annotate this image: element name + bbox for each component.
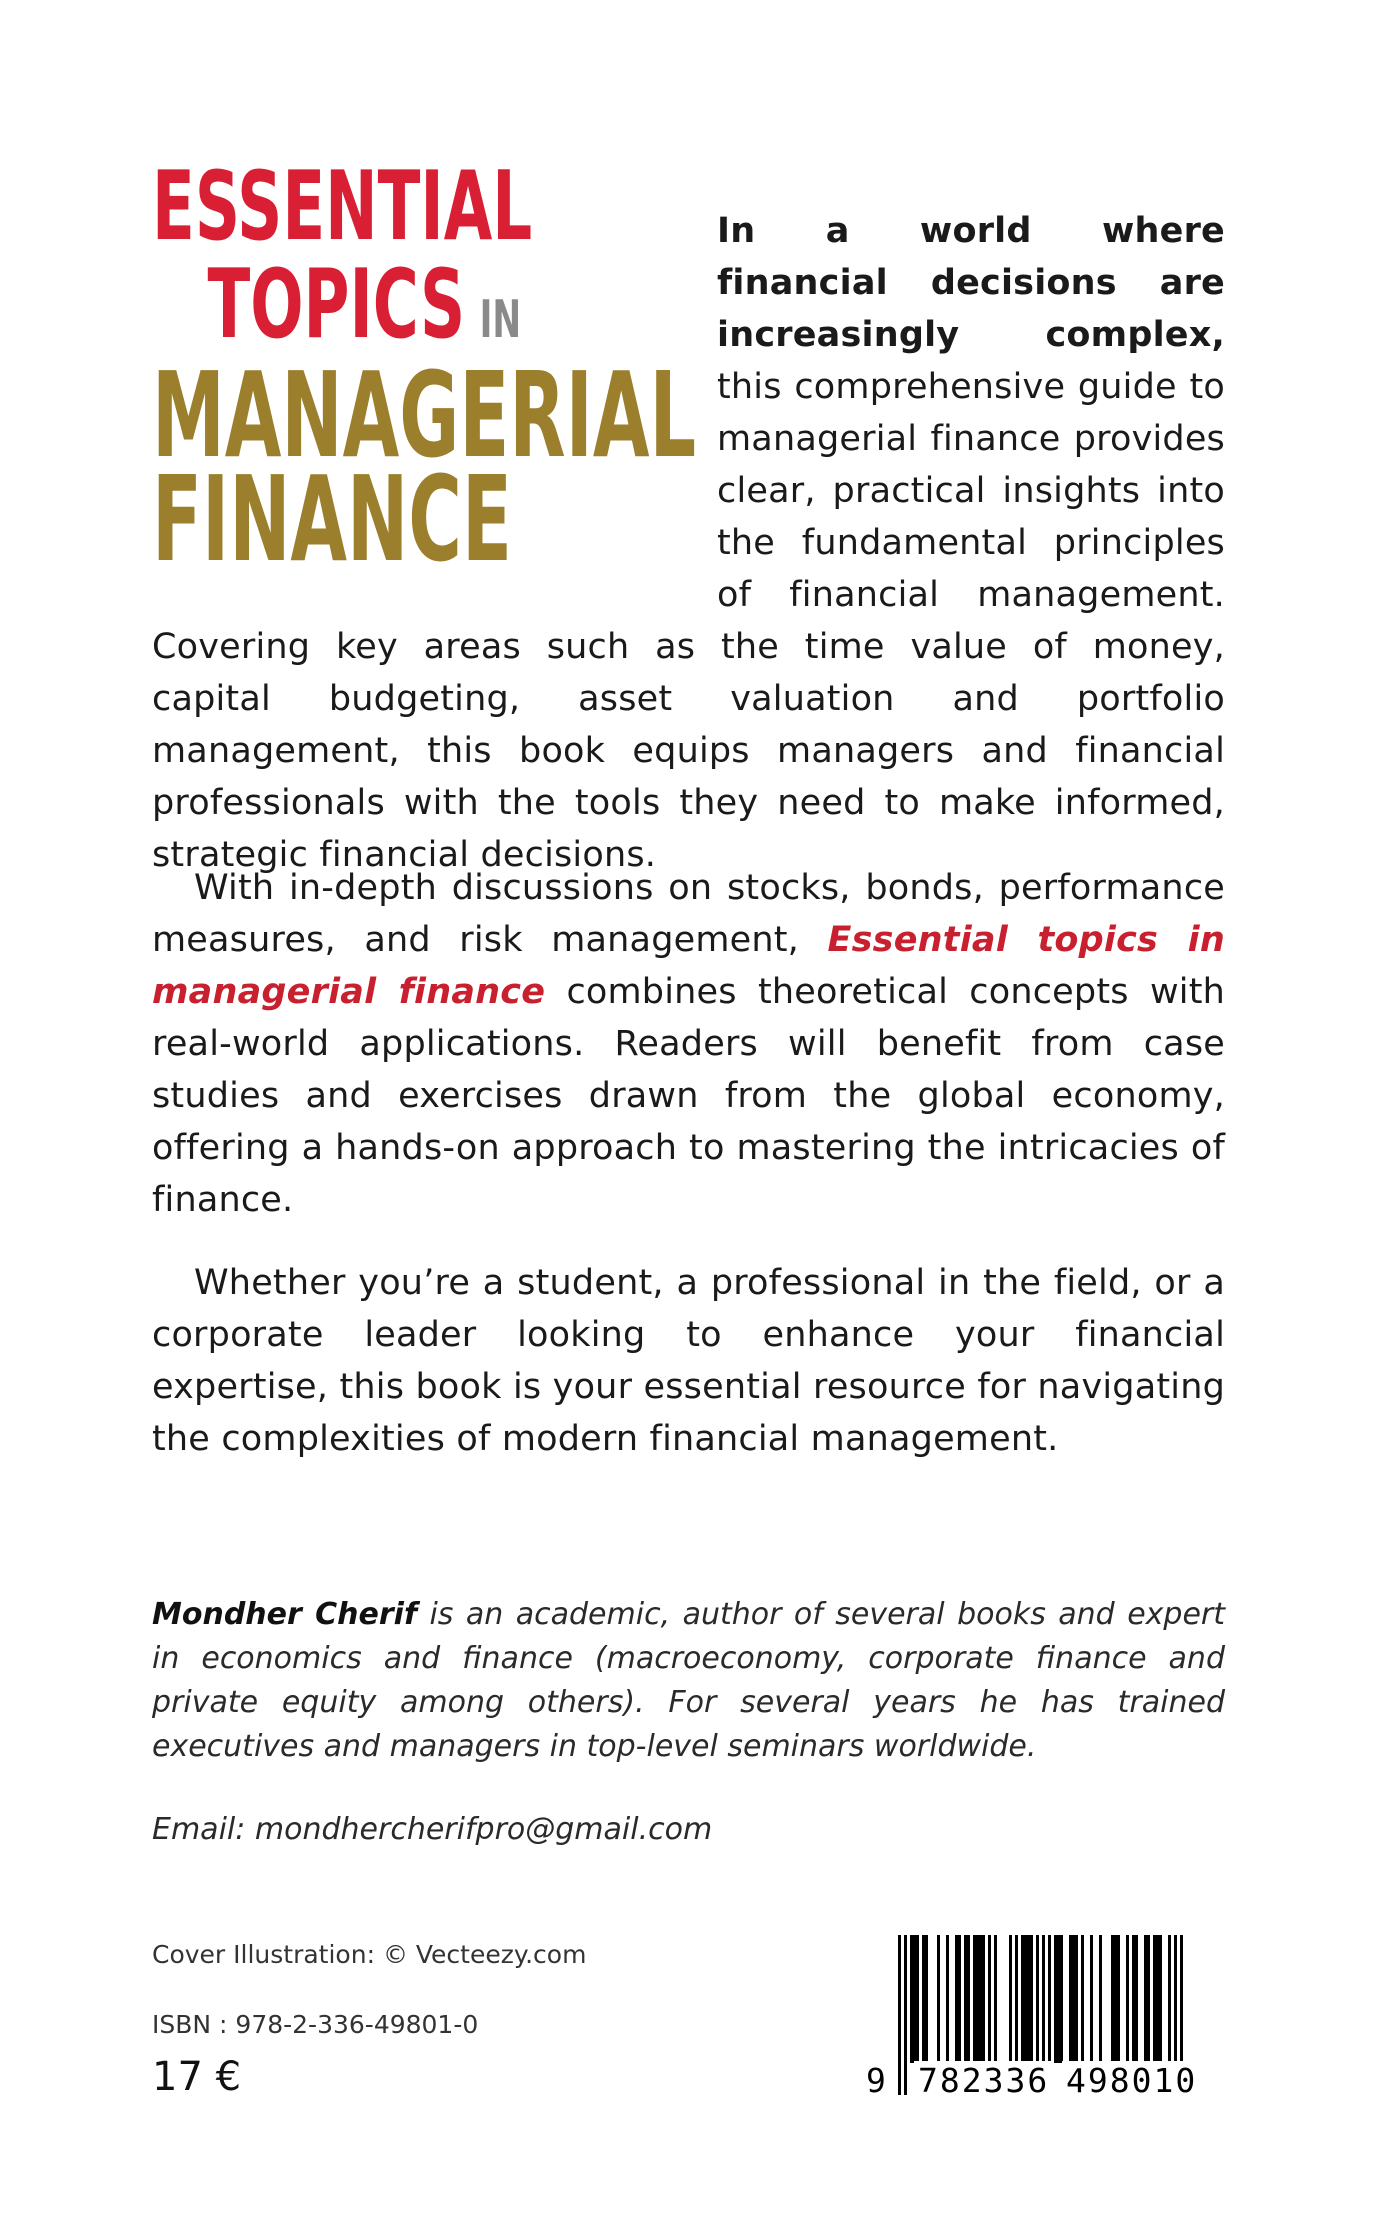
barcode-bar [916,1935,919,2063]
barcode-bar [946,1935,949,2063]
cover-illustration-credit: Cover Illustration: © Vecteezy.com [152,1940,587,1969]
barcode-bar [1069,1935,1072,2063]
barcode-bar [979,1935,982,2063]
title-word-topics: TOPICS [207,250,466,360]
barcode-bar [1090,1935,1093,2063]
barcode-bar [1126,1935,1129,2063]
barcode-bar [1030,1935,1033,2063]
blurb-p2-book-title: Essential topics in managerial finance [152,920,1225,1012]
barcode-bar [1075,1935,1078,2063]
barcode-bar [1111,1935,1114,2063]
barcode-bar [1009,1935,1012,2063]
barcode-bar [937,1935,940,2063]
barcode-bar [982,1935,985,2063]
barcode-group-1: 782336 [914,2061,1053,2100]
isbn: ISBN : 978-2-336-49801-0 [152,2010,479,2039]
barcode-bar [1015,1935,1018,2063]
barcode-bar [1057,1935,1060,2063]
barcode-bar [964,1935,967,2063]
barcode-bar [1054,1935,1057,2063]
barcode-bar [1027,1935,1030,2063]
barcode [858,1935,1225,2105]
barcode-bar [1048,1935,1051,2063]
barcode-bar [1081,1935,1084,2063]
barcode-bar [994,1935,997,2063]
barcode-bar [913,1935,916,2063]
blurb-paragraph-3: Whether you’re a student, a professional in the field, or a corporate leader looking to enhance your financial expertise, this book is your essential resource for navigating the complexities of modern financial management. [152,1263,1225,1459]
blurb-lead-bold: In a world where financial decisions are increasingly complex, [717,211,1225,355]
barcode-bar [976,1935,979,2063]
barcode-bar [973,1935,976,2063]
barcode-bar [1072,1935,1075,2063]
title-line-essential: ESSENTIAL [152,152,533,262]
author-email [152,1808,712,1852]
author-name: Mondher Cherif [152,1597,418,1632]
barcode-bar [1147,1935,1150,2063]
barcode-bar [955,1935,958,2063]
blurb-p2-after: combines theoretical concepts with real-world applications. Readers will benefit from case studies and exercises drawn from the global economy, offering a hands-on approach to mastering the intricacies of finance. [152,972,1226,1220]
blurb-paragraph-1 [152,205,1225,881]
blurb-paragraph-2 [152,862,1225,1226]
barcode-bar [910,1935,913,2063]
barcode-bar [1021,1935,1024,2063]
barcode-bar [988,1935,991,2063]
barcode-bar [1132,1935,1135,2063]
author-bio [152,1593,1225,1769]
email-address[interactable]: mondhercherifpro@gmail.com [254,1812,713,1847]
barcode-bar [1114,1935,1117,2063]
price: 17 € [152,2054,242,2100]
barcode-bar [967,1935,970,2063]
barcode-bar [958,1935,961,2063]
title-line-managerial: MANAGERIAL [152,346,697,484]
barcode-bar [1135,1935,1138,2063]
title-space [152,205,717,613]
barcode-first-digit: 9 [866,2061,886,2100]
blurb-lead-rest: this comprehensive guide to managerial finance provides clear, practical insights into the fundamental principles of financial management. Covering key areas such as the time value of money, capital budgeting, asset valuation and portfolio management, this book equips managers and financial professionals with the tools they need to make informed, strategic financial decisions. [152,367,1225,875]
barcode-bar [1117,1935,1120,2063]
barcode-bar [1156,1935,1159,2063]
barcode-bar [1060,1935,1063,2063]
title-connector-in: IN [479,290,522,350]
barcode-bar [1153,1935,1156,2063]
barcode-bar [1159,1935,1162,2063]
barcode-bar [1144,1935,1147,2063]
email-label: Email: [152,1812,246,1847]
blurb-p2-before: With in-depth discussions on stocks, bonds, performance measures, and risk management, [152,868,1225,960]
barcode-bar [925,1935,928,2063]
barcode-bar [1024,1935,1027,2063]
barcode-digits [858,2057,1225,2105]
barcode-bar [1099,1935,1102,2063]
barcode-group-2: 498010 [1062,2061,1201,2100]
barcode-bar [922,1935,925,2063]
title-line-finance: FINANCE [152,450,512,588]
author-bio-text: is an academic, author of several books and expert in economics and finance (macroeconomy, corporate finance and private equity among others). For several years he has trained executives and managers in top-level seminars worldwide. [152,1597,1225,1764]
barcode-bar [1168,1935,1171,2063]
